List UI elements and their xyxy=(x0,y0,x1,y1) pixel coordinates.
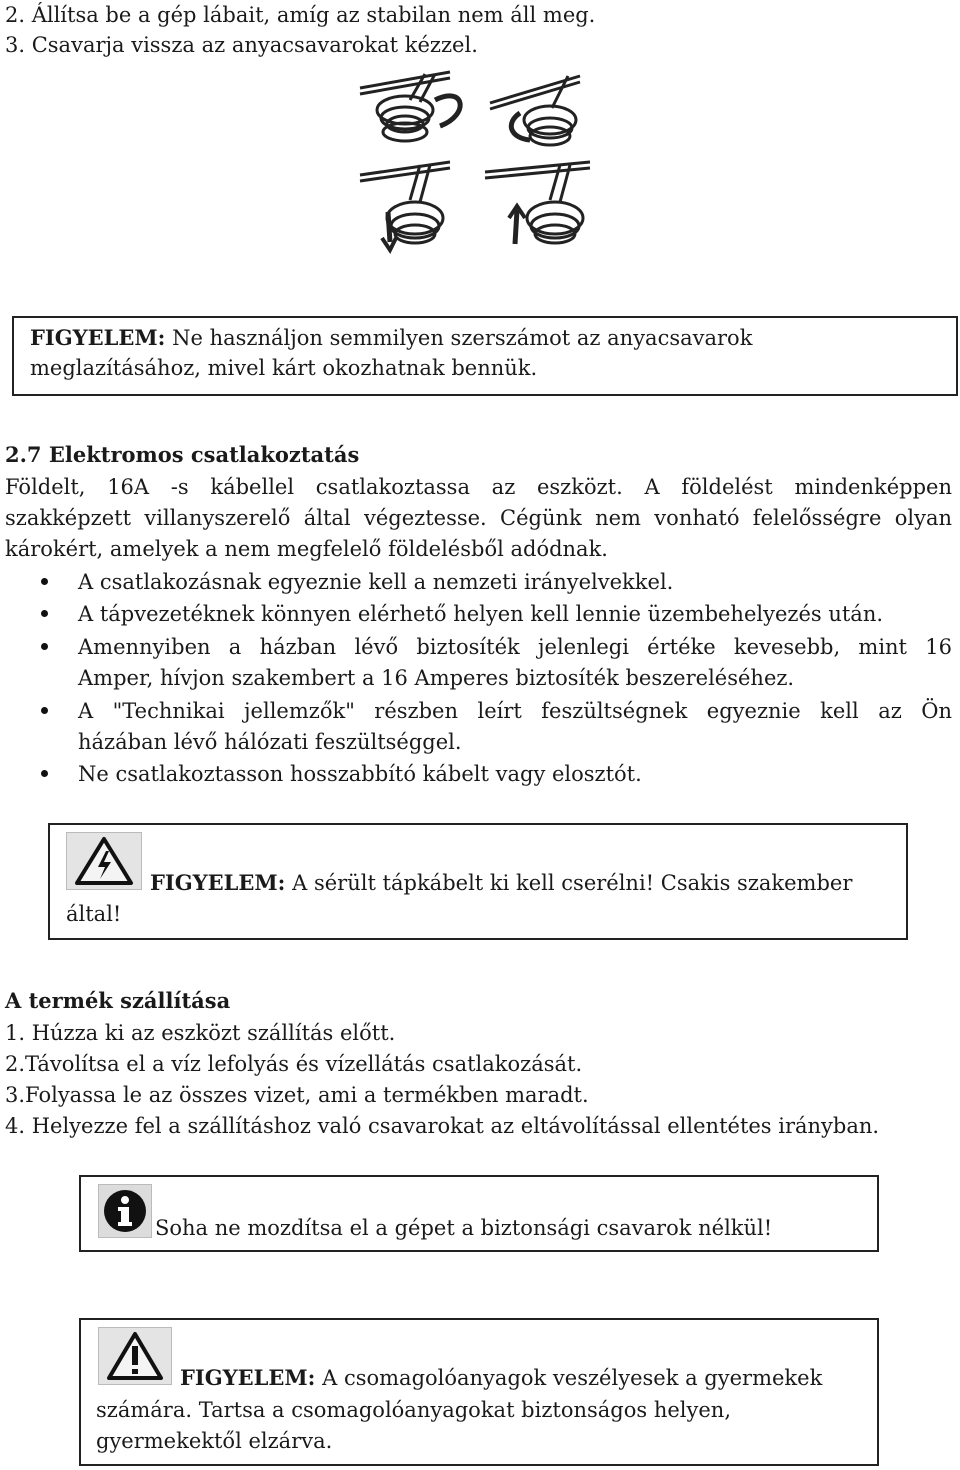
bullet-dot xyxy=(41,643,48,650)
warning-packaging-text: A csomagolóanyagok veszélyesek a gyermekek xyxy=(315,1366,823,1390)
electric-para-line-3: károkért, amelyek a nem megfelelő földelésből adódnak. xyxy=(5,537,608,561)
bullet-item-3-line-2: Amper, hívjon szakembert a 16 Amperes biztosíték beszereléséhez. xyxy=(78,666,795,690)
electric-para-line-2: szakképzett villanyszerelő által végeztesse. Cégünk nem vonható felelősségre olyan xyxy=(5,506,952,530)
warning-packaging-line-1 xyxy=(180,1363,822,1393)
step-3-text: 3. Csavarja vissza az anyacsavarokat kézzel. xyxy=(5,33,478,57)
bullet-item-4-line-1: A "Technikai jellemzők" részben leírt feszültségnek egyeznie kell az Ön xyxy=(78,699,952,723)
foot-bottom-left xyxy=(360,162,450,250)
bullet-dot xyxy=(41,770,48,777)
transport-step-2: 2.Távolítsa el a víz lefolyás és vízellátás csatlakozását. xyxy=(5,1052,583,1076)
bullet-item-2: A tápvezetéknek könnyen elérhető helyen kell lennie üzembehelyezés után. xyxy=(78,602,884,626)
bullet-dot xyxy=(41,610,48,617)
bullet-dot xyxy=(41,707,48,714)
bullet-item-3-line-1: Amennyiben a házban lévő biztosíték jelenlegi értéke kevesebb, mint 16 xyxy=(78,635,952,659)
step-2-text: 2. Állítsa be a gép lábait, amíg az stabilan nem áll meg. xyxy=(5,3,596,27)
warning-label: FIGYELEM: xyxy=(180,1365,316,1390)
warning-nuts-line-2: meglazításához, mivel kárt okozhatnak bennük. xyxy=(30,356,538,380)
transport-step-4: 4. Helyezze fel a szállításhoz való csavarokat az eltávolítással ellentétes irányban. xyxy=(5,1114,880,1138)
info-text: Soha ne mozdítsa el a gépet a biztonsági csavarok nélkül! xyxy=(155,1216,773,1240)
warning-cable-line-2: által! xyxy=(66,902,122,926)
warning-cable-line-1 xyxy=(150,868,852,898)
electric-para-line-1: Földelt, 16A -s kábellel csatlakoztassa az eszközt. A földelést mindenképpen xyxy=(5,475,952,499)
transport-step-1: 1. Húzza ki az eszközt szállítás előtt. xyxy=(5,1021,396,1045)
bullet-item-4-line-2: házában lévő hálózati feszültséggel. xyxy=(78,730,462,754)
warning-nuts-line-1 xyxy=(30,323,752,353)
foot-top-right xyxy=(490,76,580,145)
info-icon xyxy=(98,1184,152,1238)
warning-cable-text: A sérült tápkábelt ki kell cserélni! Csakis szakember xyxy=(285,871,853,895)
foot-bottom-right xyxy=(485,162,590,244)
section-heading-electric: 2.7 Elektromos csatlakoztatás xyxy=(5,442,360,467)
foot-adjustment-illustration xyxy=(340,60,610,260)
bullet-dot xyxy=(41,578,48,585)
warning-icon xyxy=(98,1327,172,1385)
bullet-item-1: A csatlakozásnak egyeznie kell a nemzeti irányelvekkel. xyxy=(78,570,674,594)
bullet-item-5: Ne csatlakoztasson hosszabbító kábelt vagy elosztót. xyxy=(78,762,642,786)
warning-label: FIGYELEM: xyxy=(150,870,286,895)
electric-hazard-icon xyxy=(66,832,142,890)
section-heading-transport: A termék szállítása xyxy=(5,988,231,1013)
warning-packaging-line-2: számára. Tartsa a csomagolóanyagokat biztonságos helyen, xyxy=(96,1398,732,1422)
warning-nuts-text: Ne használjon semmilyen szerszámot az anyacsavarok xyxy=(165,326,753,350)
warning-packaging-line-3: gyermekektől elzárva. xyxy=(96,1429,333,1453)
warning-label: FIGYELEM: xyxy=(30,325,166,350)
foot-top-left xyxy=(360,72,460,141)
transport-step-3: 3.Folyassa le az összes vizet, ami a termékben maradt. xyxy=(5,1083,589,1107)
